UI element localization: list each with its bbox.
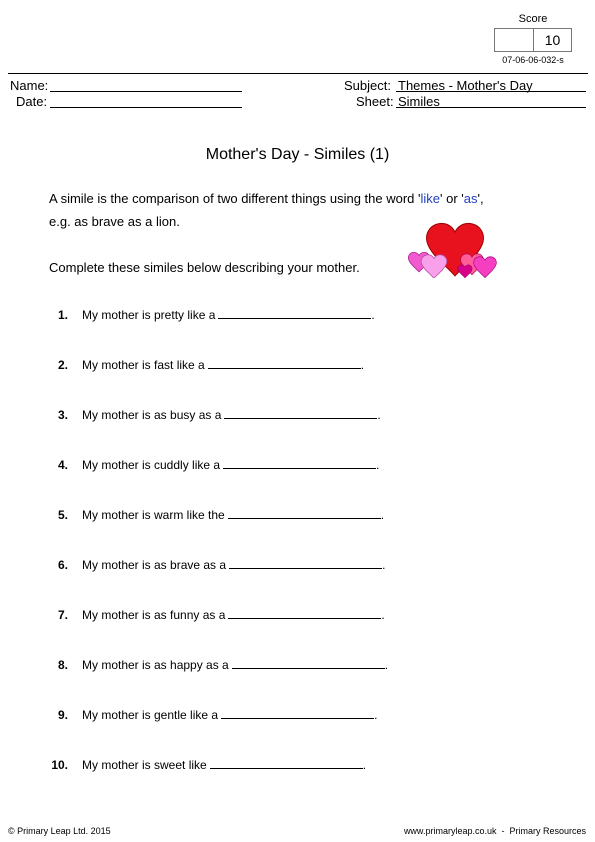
question-end: . — [382, 558, 386, 572]
keyword-as: as — [463, 191, 478, 206]
page-title: Mother's Day - Similes (1) — [205, 146, 390, 163]
intro-text: A simile is the comparison of two different things using the word ' — [49, 191, 421, 206]
score-label: Score — [518, 13, 548, 25]
question-row — [0, 508, 595, 528]
score-input[interactable] — [495, 29, 534, 51]
sheet-value: Similes — [398, 94, 440, 109]
intro-line-1 — [49, 191, 484, 206]
date-label: Date: — [16, 94, 48, 109]
question-row — [0, 458, 595, 478]
question-text: My mother is cuddly like a — [82, 458, 221, 472]
question-text: My mother is sweet like — [82, 758, 207, 772]
question-end: . — [360, 358, 365, 372]
name-field[interactable] — [50, 91, 242, 92]
question-text: My mother is pretty like a — [82, 308, 216, 322]
subject-underline — [396, 91, 586, 92]
answer-blank[interactable] — [218, 308, 371, 319]
question-text: My mother is warm like the — [82, 508, 225, 522]
worksheet-code: 07-06-06-032-s — [502, 55, 564, 65]
question-text: My mother is as brave as a — [82, 558, 227, 572]
answer-blank[interactable] — [210, 758, 363, 769]
question-end: . — [371, 308, 375, 322]
question-row — [0, 308, 595, 328]
intro-text: ', — [477, 191, 484, 206]
question-text: My mother is gentle like a — [82, 708, 219, 722]
subject-value: Themes - Mother's Day — [398, 78, 533, 93]
question-end: . — [377, 408, 381, 422]
copyright: © Primary Leap Ltd. 2015 — [8, 826, 111, 836]
name-label: Name: — [10, 78, 49, 93]
question-end: . — [376, 458, 380, 472]
subject-label: Subject: — [344, 78, 391, 93]
question-number: 2. — [57, 358, 68, 372]
question-end: . — [380, 508, 385, 522]
answer-blank[interactable] — [221, 708, 374, 719]
question-end: . — [362, 758, 367, 772]
question-row — [0, 358, 595, 378]
question-row — [0, 608, 595, 628]
score-box — [494, 28, 572, 52]
question-number: 9. — [57, 708, 68, 722]
question-number: 3. — [57, 408, 68, 422]
question-row — [0, 708, 595, 728]
sheet-underline — [396, 107, 586, 108]
question-end: . — [384, 658, 389, 672]
question-text: My mother is fast like a — [82, 358, 205, 372]
keyword-like: like — [420, 191, 440, 206]
question-text: My mother is as funny as a — [82, 608, 226, 622]
answer-blank[interactable] — [224, 408, 377, 419]
question-row — [0, 758, 595, 778]
question-text: My mother is as busy as a — [82, 408, 222, 422]
question-number: 1. — [57, 308, 68, 322]
site-link[interactable]: www.primaryleap.co.uk - Primary Resources — [403, 826, 586, 836]
answer-blank[interactable] — [229, 558, 382, 569]
question-number: 7. — [57, 608, 68, 622]
answer-blank[interactable] — [223, 458, 376, 469]
question-number: 8. — [57, 658, 68, 672]
score-total: 10 — [544, 32, 561, 48]
question-end: . — [381, 608, 385, 622]
intro-line-2: e.g. as brave as a lion. — [49, 214, 180, 229]
question-row — [0, 658, 595, 678]
question-text: My mother is as happy as a — [82, 658, 229, 672]
answer-blank[interactable] — [208, 358, 361, 369]
question-number: 6. — [57, 558, 68, 572]
question-row — [0, 408, 595, 428]
sheet-label: Sheet: — [356, 94, 394, 109]
hearts-icon — [408, 222, 500, 278]
instructions: Complete these similes below describing your mother. — [49, 260, 360, 275]
answer-blank[interactable] — [228, 508, 381, 519]
question-row — [0, 558, 595, 578]
intro-text: ' or ' — [440, 191, 464, 206]
question-number: 10. — [51, 758, 68, 772]
header-divider — [8, 73, 588, 74]
date-field[interactable] — [50, 107, 242, 108]
question-end: . — [374, 708, 378, 722]
question-number: 5. — [57, 508, 68, 522]
answer-blank[interactable] — [228, 608, 381, 619]
question-number: 4. — [57, 458, 68, 472]
answer-blank[interactable] — [232, 658, 385, 669]
